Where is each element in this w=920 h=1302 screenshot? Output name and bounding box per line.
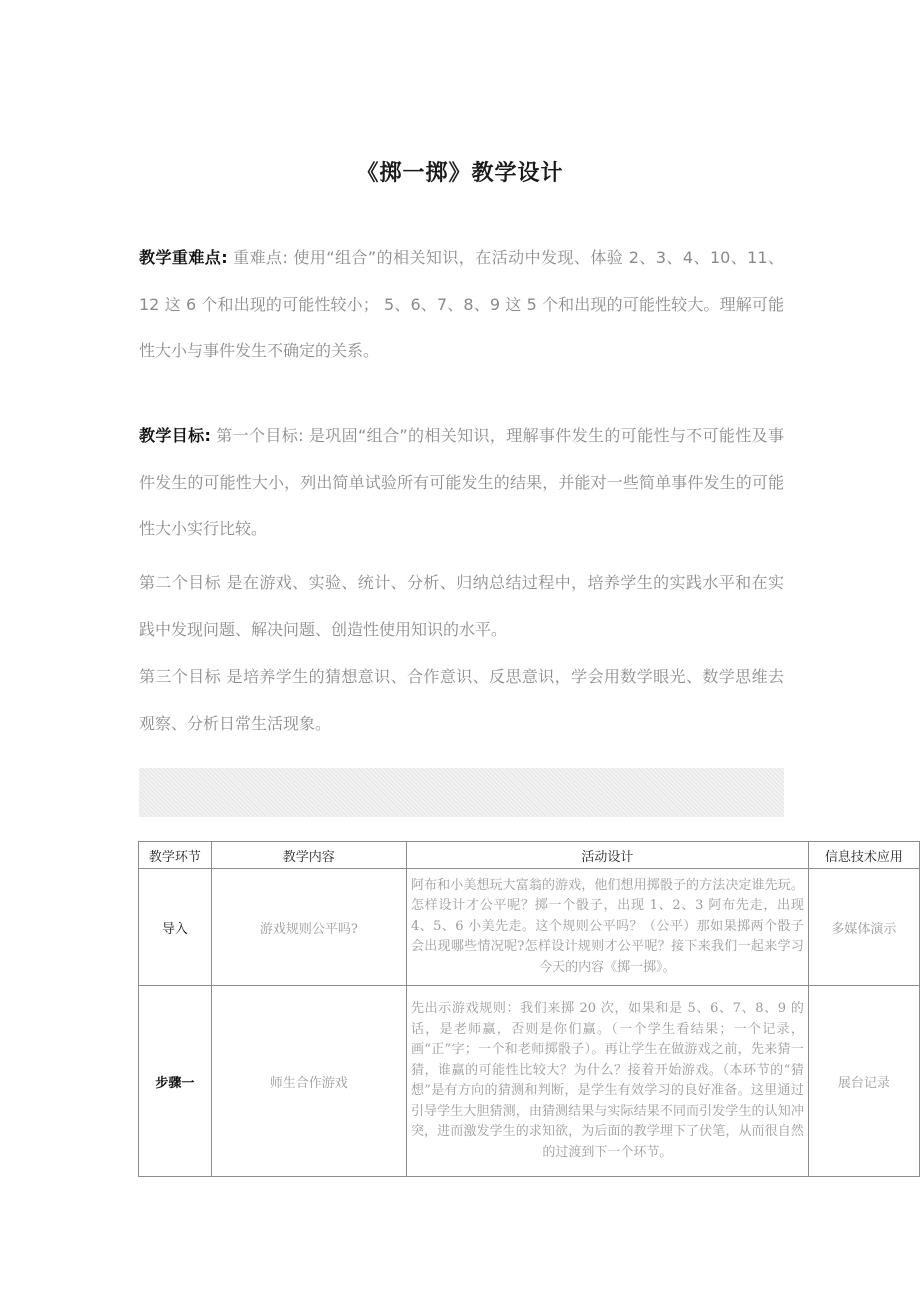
table-header-row bbox=[139, 842, 920, 869]
table-row bbox=[139, 869, 920, 986]
objectives-label: 教学目标: bbox=[139, 426, 211, 445]
objective-1-paragraph bbox=[139, 413, 784, 553]
activity-cell: 阿布和小美想玩大富翁的游戏，他们想用掷骰子的方法决定谁先玩。怎样设计才公平呢？掷一个骰子，出现 1、2、3 阿布先走，出现 4、5、6 小美先走。这个规则公平吗？（公平）那如果掷两个骰子会出现哪些情况呢?怎样设计规则才公平呢？接下来我们一起来学习今天的内容《掷一掷》。 bbox=[406, 869, 808, 986]
key-points-label: 教学重难点: bbox=[139, 248, 228, 267]
tech-cell: 展台记录 bbox=[808, 986, 919, 1177]
header-activity: 活动设计 bbox=[406, 842, 808, 869]
tech-cell: 多媒体演示 bbox=[808, 869, 919, 986]
objective-1-text: 第一个目标: 是巩固“组合”的相关知识，理解事件发生的可能性与不可能性及事件发生的可能性大小，列出简单试验所有可能发生的结果，并能对一些简单事件发生的可能性大小实行比较。 bbox=[139, 426, 784, 538]
key-points-paragraph bbox=[139, 235, 784, 375]
redacted-band bbox=[139, 768, 784, 817]
stage-cell: 步骤一 bbox=[139, 986, 212, 1177]
key-points-text: 重难点: 使用“组合”的相关知识，在活动中发现、体验 2、3、4、10、11、12 这 6 个和出现的可能性较小； 5、6、7、8、9 这 5 个和出现的可能性较大。理解可能性大小与事件发生不确定的关系。 bbox=[139, 248, 784, 360]
header-tech: 信息技术应用 bbox=[808, 842, 919, 869]
stage-cell: 导入 bbox=[139, 869, 212, 986]
table-row bbox=[139, 986, 920, 1177]
content-cell: 师生合作游戏 bbox=[211, 986, 406, 1177]
header-content: 教学内容 bbox=[211, 842, 406, 869]
objective-2-paragraph: 第二个目标 是在游戏、实验、统计、分析、归纳总结过程中，培养学生的实践水平和在实践中发现问题、解决问题、创造性使用知识的水平。 bbox=[139, 573, 784, 639]
document-title: 《掷一掷》教学设计 bbox=[356, 161, 564, 186]
lesson-plan-table bbox=[138, 841, 920, 1177]
header-stage: 教学环节 bbox=[139, 842, 212, 869]
objective-3-paragraph: 第三个目标 是培养学生的猜想意识、合作意识、反思意识，学会用数学眼光、数学思维去观察、分析日常生活现象。 bbox=[139, 667, 784, 733]
activity-cell: 先出示游戏规则：我们来掷 20 次，如果和是 5、6、7、8、9 的话，是老师赢，否则是你们赢。（一个学生看结果；一个记录，画“正”字；一个和老师掷骰子）。再让学生在做游戏之前，先来猜一猜，谁赢的可能性比较大？为什么？接着开始游戏。（本环节的“猜想”是有方向的猜测和判断，是学生有效学习的良好准备。这里通过引导学生大胆猜测，由猜测结果与实际结果不同而引发学生的认知冲突，进而激发学生的求知欲，为后面的教学埋下了伏笔，从而很自然的过渡到下一个环节。 bbox=[406, 986, 808, 1177]
content-cell: 游戏规则公平吗? bbox=[211, 869, 406, 986]
